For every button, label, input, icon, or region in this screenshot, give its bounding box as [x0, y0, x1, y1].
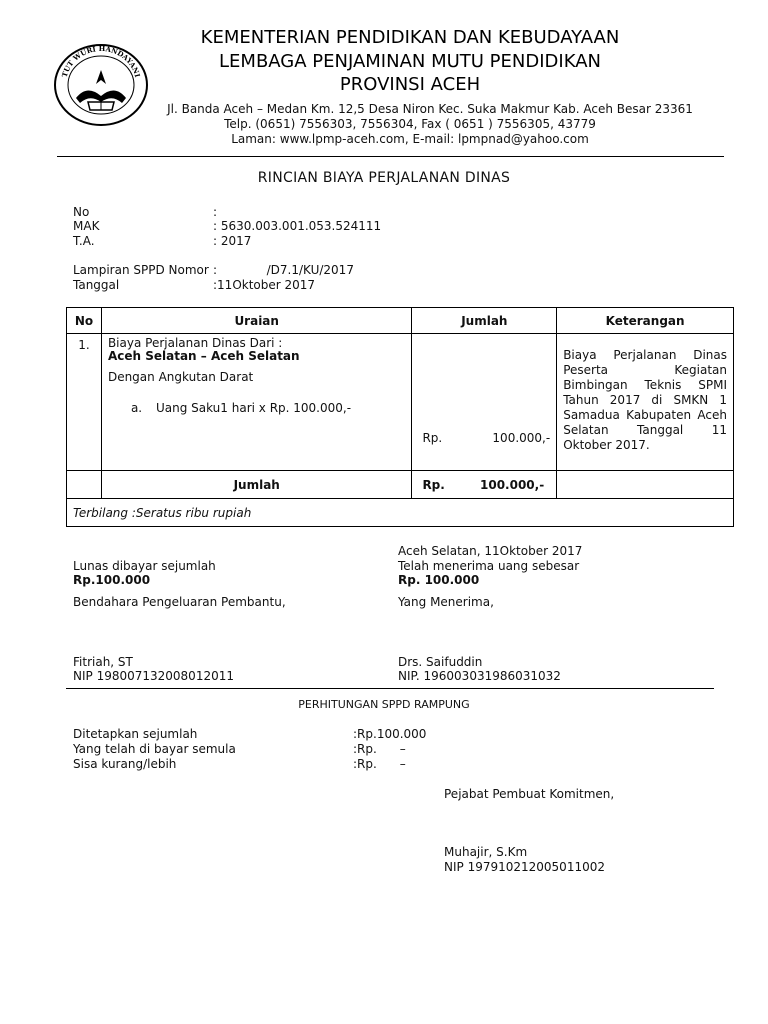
uraian-route: Aceh Selatan – Aceh Selatan — [107, 349, 300, 363]
total-value-cell — [412, 471, 557, 499]
header-divider — [57, 156, 724, 157]
ppk-nip: NIP 197910212005011002 — [444, 860, 605, 874]
table-row — [67, 334, 734, 471]
ppk-name: Muhajir, S.Km — [444, 845, 528, 859]
col-header-uraian: Uraian — [101, 308, 411, 334]
header-line3: PROVINSI ACEH — [339, 74, 481, 95]
meta-tanggal-value: :11Oktober 2017 — [213, 278, 316, 292]
calc-row2-value: :Rp. – — [353, 742, 406, 756]
col-header-no: No — [67, 308, 102, 334]
meta-no-label: No — [73, 205, 90, 219]
calc-title: PERHITUNGAN SPPD RAMPUNG — [298, 698, 470, 711]
uraian-transport: Dengan Angkutan Darat — [107, 370, 254, 384]
left-signer-name: Fitriah, ST — [73, 655, 133, 669]
section-divider — [66, 688, 714, 689]
right-place-date: Aceh Selatan, 11Oktober 2017 — [398, 544, 583, 558]
calc-row3-label: Sisa kurang/lebih — [73, 757, 177, 771]
row-no-text: 1. — [78, 338, 90, 352]
meta-no-value: : — [213, 205, 218, 219]
total-rp: Rp. — [422, 478, 445, 492]
row-uraian — [101, 334, 411, 471]
meta-mak-label: MAK — [73, 219, 100, 233]
right-role: Yang Menerima, — [398, 595, 494, 609]
row-jumlah — [412, 334, 557, 471]
right-signer-nip: NIP. 196003031986031032 — [398, 669, 561, 683]
row-no — [67, 334, 102, 471]
meta-ta-value: : 2017 — [213, 234, 252, 248]
calc-row1-label: Ditetapkan sejumlah — [73, 727, 198, 741]
terbilang-text: Terbilang :Seratus ribu rupiah — [73, 505, 252, 520]
col-header-jumlah: Jumlah — [412, 308, 557, 334]
calc-row2-label: Yang telah di bayar semula — [73, 742, 236, 756]
meta-mak-value: : 5630.003.001.053.524111 — [213, 219, 382, 233]
left-signer-nip: NIP 198007132008012011 — [73, 669, 234, 683]
ppk-role: Pejabat Pembuat Komitmen, — [444, 787, 615, 801]
item-text: Uang Saku1 hari x Rp. 100.000,- — [155, 401, 352, 415]
row-keterangan — [557, 334, 734, 471]
header-line2: LEMBAGA PENJAMINAN MUTU PENDIDIKAN — [219, 51, 601, 72]
terbilang-row — [67, 499, 734, 527]
ministry-logo — [52, 40, 150, 126]
header-line1: KEMENTERIAN PENDIDIKAN DAN KEBUDAYAAN — [200, 27, 620, 48]
left-paid-amount: Rp.100.000 — [73, 573, 151, 587]
logo-motto: TUT WURI HANDAYANI — [59, 43, 143, 79]
total-keterangan-cell — [557, 471, 734, 499]
item-letter: a. — [130, 401, 143, 415]
header-phone: Telp. (0651) 7556303, 7556304, Fax ( 0651 ) 7556305, 43779 — [224, 117, 596, 131]
meta-lampiran-label: Lampiran SPPD Nomor — [73, 263, 209, 277]
calc-row1-value: :Rp.100.000 — [353, 727, 427, 741]
right-received-label: Telah menerima uang sebesar — [398, 559, 580, 573]
total-label: Jumlah — [233, 477, 280, 492]
document-title: RINCIAN BIAYA PERJALANAN DINAS — [257, 170, 511, 186]
row-jumlah-rp: Rp. — [422, 431, 443, 445]
total-value: 100.000,- — [480, 478, 545, 492]
keterangan-text: Biaya Perjalanan Dinas Peserta Kegiatan Bimbingan Teknis SPMI Tahun 2017 di SMKN 1 Samadua Kabupaten Aceh Selatan Tanggal 11 Oktober 2017. — [563, 348, 727, 452]
left-paid-label: Lunas dibayar sejumlah — [73, 559, 216, 573]
total-no-cell — [67, 471, 102, 499]
meta-lampiran-value: : /D7.1/KU/2017 — [213, 263, 354, 277]
meta-tanggal-label: Tanggal — [73, 278, 120, 292]
calc-row3-value: :Rp. – — [353, 757, 406, 771]
total-row — [67, 471, 734, 499]
left-role: Bendahara Pengeluaran Pembantu, — [73, 595, 286, 609]
meta-ta-label: T.A. — [73, 234, 95, 248]
uraian-item — [108, 401, 405, 415]
row-jumlah-value: 100.000,- — [492, 431, 551, 445]
header-web: Laman: www.lpmp-aceh.com, E-mail: lpmpnad@yahoo.com — [231, 132, 589, 146]
header-address: Jl. Banda Aceh – Medan Km. 12,5 Desa Niron Kec. Suka Makmur Kab. Aceh Besar 23361 — [167, 102, 693, 116]
right-signer-name: Drs. Saifuddin — [398, 655, 483, 669]
total-label-cell — [101, 471, 411, 499]
terbilang-cell — [67, 499, 734, 527]
uraian-line1: Biaya Perjalanan Dinas Dari : — [107, 336, 283, 350]
table-header-row — [67, 308, 734, 334]
right-received-amount: Rp. 100.000 — [398, 573, 480, 587]
cost-table — [66, 307, 734, 527]
col-header-keterangan: Keterangan — [557, 308, 734, 334]
